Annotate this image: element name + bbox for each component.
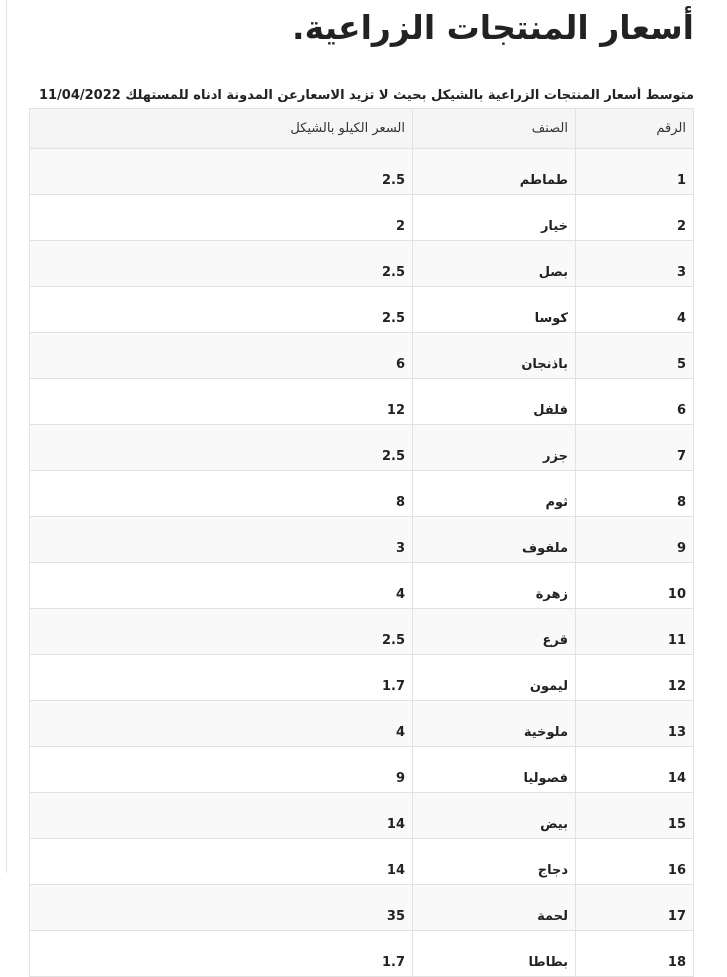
row-price-cell: 2 (30, 195, 413, 241)
row-number-cell: 13 (576, 701, 694, 747)
row-item-cell: بطاطا (413, 931, 576, 977)
table-row (30, 609, 694, 655)
table-row (30, 563, 694, 609)
row-item-cell: بصل (413, 241, 576, 287)
prices-table (29, 108, 694, 977)
table-row (30, 793, 694, 839)
header-number: الرقم (576, 109, 694, 149)
row-price-cell: 14 (30, 793, 413, 839)
row-price-cell: 6 (30, 333, 413, 379)
row-item-cell: ليمون (413, 655, 576, 701)
row-item-cell: كوسا (413, 287, 576, 333)
table-row (30, 701, 694, 747)
row-item-cell: زهرة (413, 563, 576, 609)
table-body (30, 149, 694, 977)
row-item-cell: ملوخية (413, 701, 576, 747)
table-row (30, 839, 694, 885)
row-item-cell: لحمة (413, 885, 576, 931)
row-item-cell: جزر (413, 425, 576, 471)
table-row (30, 149, 694, 195)
row-item-cell: فصوليا (413, 747, 576, 793)
row-item-cell: فلفل (413, 379, 576, 425)
row-item-cell: دجاج (413, 839, 576, 885)
row-number-cell: 14 (576, 747, 694, 793)
row-number-cell: 18 (576, 931, 694, 977)
table-row (30, 655, 694, 701)
header-item: الصنف (413, 109, 576, 149)
row-price-cell: 2.5 (30, 149, 413, 195)
row-number-cell: 7 (576, 425, 694, 471)
row-number-cell: 11 (576, 609, 694, 655)
table-row (30, 195, 694, 241)
row-price-cell: 12 (30, 379, 413, 425)
table-row (30, 379, 694, 425)
row-price-cell: 4 (30, 701, 413, 747)
row-number-cell: 9 (576, 517, 694, 563)
row-number-cell: 10 (576, 563, 694, 609)
row-item-cell: باذنجان (413, 333, 576, 379)
table-row (30, 333, 694, 379)
row-item-cell: طماطم (413, 149, 576, 195)
row-price-cell: 2.5 (30, 287, 413, 333)
table-row (30, 931, 694, 977)
row-item-cell: ثوم (413, 471, 576, 517)
row-price-cell: 14 (30, 839, 413, 885)
row-number-cell: 1 (576, 149, 694, 195)
table-row (30, 241, 694, 287)
row-price-cell: 3 (30, 517, 413, 563)
row-number-cell: 8 (576, 471, 694, 517)
row-item-cell: خيار (413, 195, 576, 241)
row-item-cell: ملفوف (413, 517, 576, 563)
left-border-line (6, 0, 7, 873)
row-price-cell: 2.5 (30, 241, 413, 287)
table-row (30, 747, 694, 793)
table-header-row (30, 109, 694, 149)
row-price-cell: 1.7 (30, 655, 413, 701)
table-row (30, 517, 694, 563)
row-price-cell: 2.5 (30, 425, 413, 471)
row-number-cell: 4 (576, 287, 694, 333)
row-price-cell: 35 (30, 885, 413, 931)
table-row (30, 471, 694, 517)
row-number-cell: 2 (576, 195, 694, 241)
row-price-cell: 2.5 (30, 609, 413, 655)
row-price-cell: 8 (30, 471, 413, 517)
article (30, 0, 694, 970)
row-number-cell: 5 (576, 333, 694, 379)
row-number-cell: 16 (576, 839, 694, 885)
row-item-cell: بيض (413, 793, 576, 839)
row-number-cell: 15 (576, 793, 694, 839)
row-number-cell: 6 (576, 379, 694, 425)
table-row (30, 425, 694, 471)
row-number-cell: 17 (576, 885, 694, 931)
table-row (30, 287, 694, 333)
row-price-cell: 1.7 (30, 931, 413, 977)
row-number-cell: 12 (576, 655, 694, 701)
table-row (30, 885, 694, 931)
row-item-cell: قرع (413, 609, 576, 655)
table-caption: متوسط أسعار المنتجات الزراعية بالشيكل بحيث لا تزيد الاسعارعن المدونة ادناه للمستهلك 11/04/2022 (38, 88, 694, 103)
header-price: السعر الكيلو بالشيكل (30, 109, 413, 149)
page-title: أسعار المنتجات الزراعية. (292, 8, 694, 47)
row-price-cell: 4 (30, 563, 413, 609)
row-price-cell: 9 (30, 747, 413, 793)
row-number-cell: 3 (576, 241, 694, 287)
